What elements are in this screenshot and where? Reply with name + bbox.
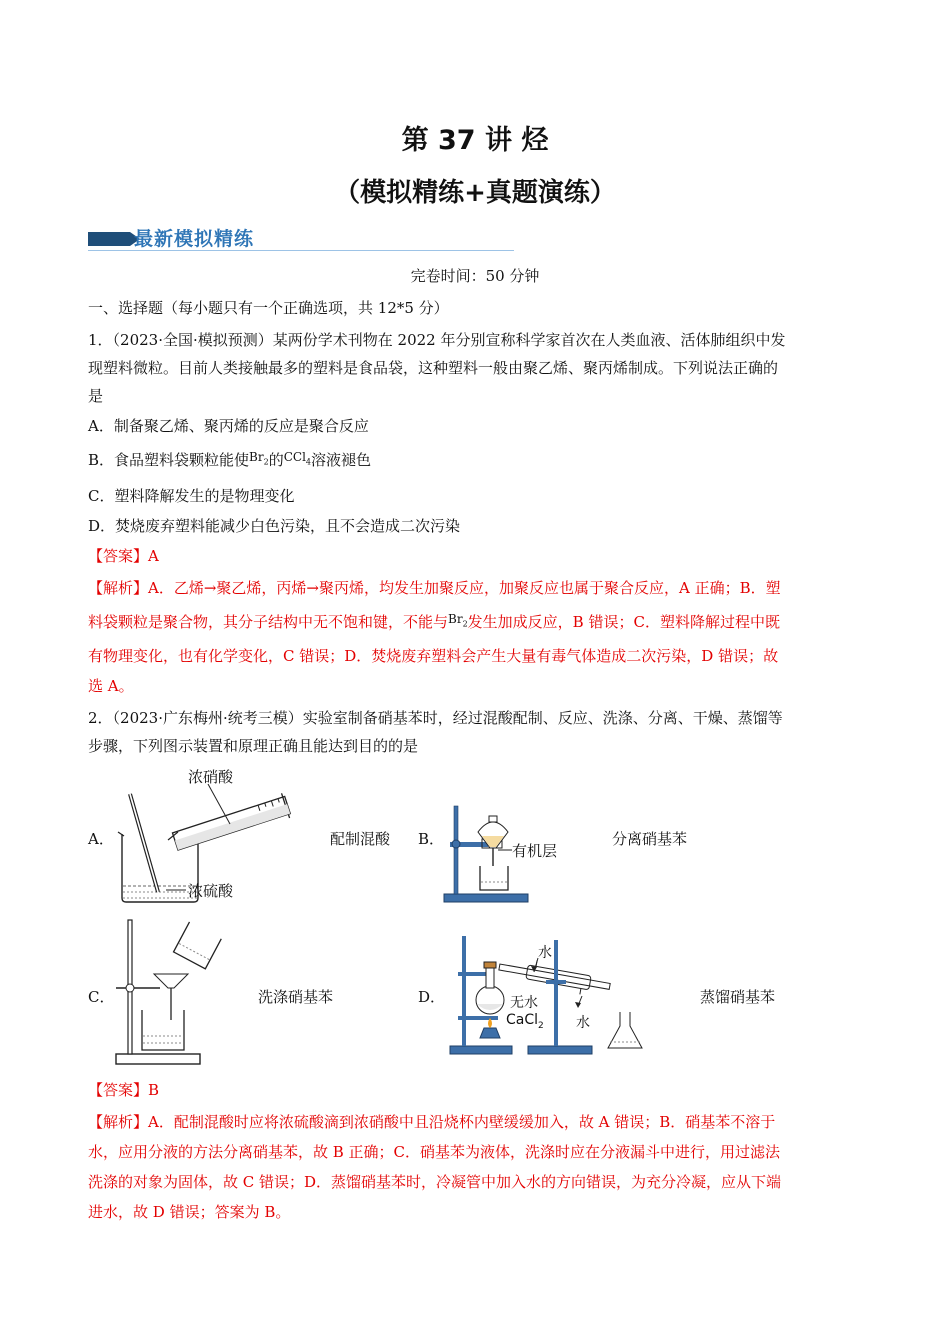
banner-text: 最新模拟精练: [134, 228, 255, 250]
q2-answer: 【答案】B: [88, 1081, 160, 1099]
q1-explanation-line2: 料袋颗粒是聚合物，其分子结构中无不饱和键，不能与$^{Br_2}$发生加成反应，B 错误；C．塑料降解过程中既: [88, 612, 780, 631]
page-subtitle: （模拟精练+真题演练）: [334, 178, 616, 208]
q1-option-d: D．焚烧废弃塑料能减少白色污染，且不会造成二次污染: [88, 517, 461, 535]
formula-br2: Br2: [448, 612, 468, 629]
q2-option-a-caption: 配制混酸: [330, 830, 391, 848]
q2-stem-line1: 2．（2023·广东梅州·统考三模）实验室制备硝基苯时，经过混酸配制、反应、洗涤、分离、干燥、蒸馏等: [88, 709, 783, 727]
formula-ccl4: CCl4: [283, 450, 311, 467]
q2-explanation-line4: 进水，故 D 错误；答案为 B。: [88, 1203, 291, 1221]
figure-separatory-funnel: [438, 802, 588, 906]
q2-stem-line2: 步骤，下列图示装置和原理正确且能达到目的的是: [88, 737, 419, 755]
label-cacl2: CaCl$_2$: [506, 1012, 544, 1031]
q1-answer: 【答案】A: [88, 547, 159, 565]
section-heading: 一、选择题（每小题只有一个正确选项，共 12*5 分）: [88, 299, 449, 317]
q2-explanation-line2: 水，应用分液的方法分离硝基苯，故 B 正确；C．硝基苯为液体，洗涤时应在分液漏斗中进行，用过滤法: [88, 1143, 781, 1161]
q1-option-b: [88, 450, 863, 476]
label-anhydrous: 无水: [510, 995, 538, 1011]
q2-option-d-caption: 蒸馏硝基苯: [700, 988, 776, 1006]
banner-bar: [88, 232, 130, 246]
banner-underline: [88, 250, 514, 251]
q2-option-c-caption: 洗涤硝基苯: [258, 988, 334, 1006]
label-organic-layer: 有机层: [512, 842, 558, 860]
figure-mix-acid: [112, 762, 302, 912]
figure-filtration: [112, 916, 232, 1068]
label-water-in: 水: [538, 945, 552, 961]
q2-option-a-letter: A．: [88, 830, 114, 848]
q2-explanation-line1: 【解析】A．配制混酸时应将浓硫酸滴到浓硝酸中且沿烧杯内壁缓缓加入，故 A 错误；B．硝基苯不溶于: [88, 1113, 776, 1131]
q1-stem-line3: 是: [88, 387, 104, 405]
section-banner: [88, 224, 514, 254]
q1-option-a: A．制备聚乙烯、聚丙烯的反应是聚合反应: [88, 417, 369, 435]
q2-option-b-letter: B．: [418, 830, 445, 848]
q2-option-d-letter: D．: [418, 988, 446, 1006]
q2-option-b-caption: 分离硝基苯: [612, 830, 688, 848]
q2-option-c-letter: C．: [88, 988, 115, 1006]
q1-option-b-mid: 的: [268, 451, 284, 469]
exam-time: 完卷时间：50 分钟: [410, 267, 540, 285]
page-title: 第 37 讲 烃: [401, 125, 549, 156]
label-conc-nitric: 浓硝酸: [188, 768, 234, 786]
q1-stem-line2: 现塑料微粒。目前人类接触最多的塑料是食品袋，这种塑料一般由聚乙烯、聚丙烯制成。下列说法正确的: [88, 359, 779, 377]
q1-option-b-post: 溶液褪色: [311, 451, 372, 469]
q2-explanation-line3: 洗涤的对象为固体，故 C 错误；D．蒸馏硝基苯时，冷凝管中加入水的方向错误，为充分冷凝，应从下端: [88, 1173, 782, 1191]
label-water-out: 水: [576, 1015, 590, 1031]
q1-option-c: C．塑料降解发生的是物理变化: [88, 487, 295, 505]
q1-stem-line1: 1．（2023·全国·模拟预测）某两份学术刊物在 2022 年分别宣称科学家首次在人类血液、活体肺组织中发: [88, 331, 786, 349]
figure-distillation: [446, 930, 646, 1058]
formula-br2: Br2: [249, 450, 269, 467]
q1-explanation-line4: 选 A。: [88, 677, 134, 695]
q1-option-b-pre: B．食品塑料袋颗粒能使: [88, 451, 250, 469]
q1-explanation-line3: 有物理变化，也有化学变化，C 错误；D．焚烧废弃塑料会产生大量有毒气体造成二次污染，D 错误；故: [88, 647, 779, 665]
q1-explanation-line1: 【解析】A．乙烯→聚乙烯，丙烯→聚丙烯，均发生加聚反应，加聚反应也属于聚合反应，A 正确；B．塑: [88, 579, 781, 597]
label-conc-sulfuric: 浓硫酸: [188, 882, 234, 900]
